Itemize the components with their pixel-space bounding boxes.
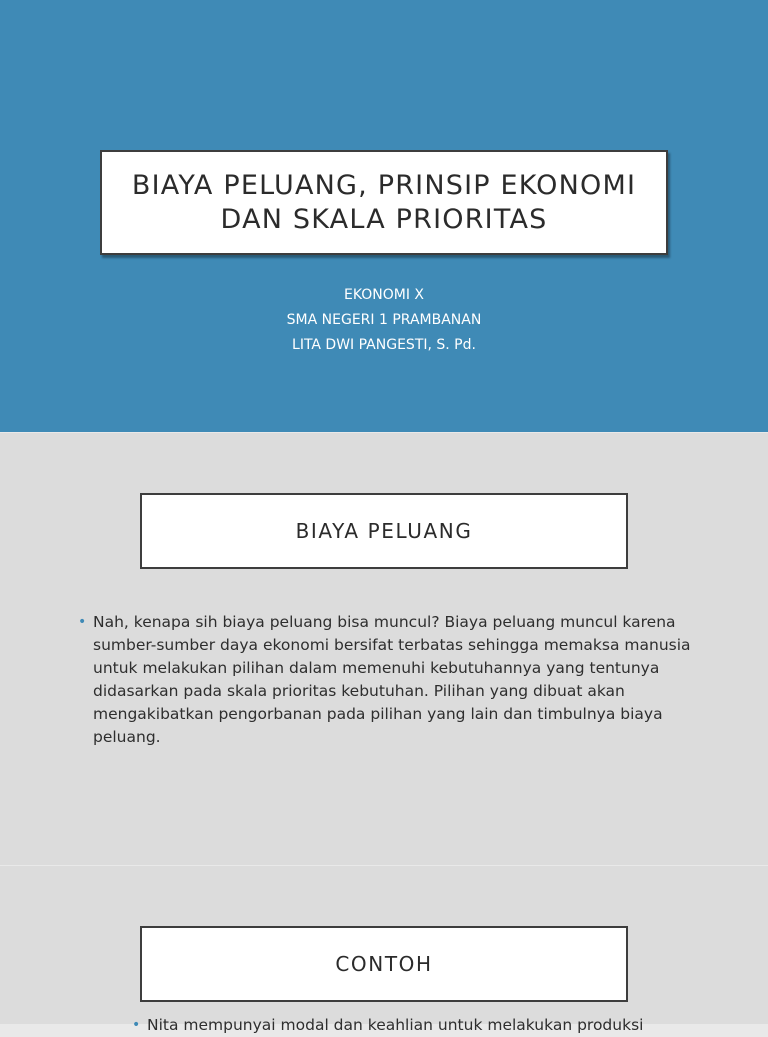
bullet-item [132,1014,712,1037]
bullet-text: Nah, kenapa sih biaya peluang bisa muncul? Biaya peluang muncul karena sumber-sumber daya ekonomi bersifat terbatas sehingga memaksa manusia untuk melakukan pilihan dalam memenuhi kebutuhannya yang tentunya didasarkan pada skala prioritas kebutuhan. Pilihan yang dibuat akan mengakibatkan pengorbanan pada pilihan yang lain dan timbulnya biaya peluang. [93,613,691,746]
title-slide [0,0,768,432]
slide-title-box [100,150,668,255]
slide-heading: CONTOH [335,952,433,976]
subtitle-school: SMA NEGERI 1 PRAMBANAN [286,312,482,328]
slide-heading: BIAYA PELUANG [295,519,473,543]
slide-title [132,169,636,237]
bullet-list [132,1014,712,1037]
bullet-text: Nita mempunyai modal dan keahlian untuk melakukan produksi [147,1016,644,1034]
bullet-dot-icon: • [132,1017,141,1033]
bullet-list [78,611,718,749]
slide-heading-box [140,926,628,1002]
bullet-dot-icon: • [78,614,87,630]
content-slide-biaya-peluang [0,433,768,865]
title-line-1: BIAYA PELUANG, PRINSIP EKONOMI [131,169,637,201]
subtitle-subject: EKONOMI X [343,287,425,303]
slide-heading-box [140,493,628,569]
subtitle-author: LITA DWI PANGESTI, S. Pd. [292,337,476,353]
title-line-2: DAN SKALA PRIORITAS [220,203,548,235]
content-slide-contoh [0,866,768,1034]
slide-subtitle [0,283,768,358]
bullet-item [78,611,718,749]
